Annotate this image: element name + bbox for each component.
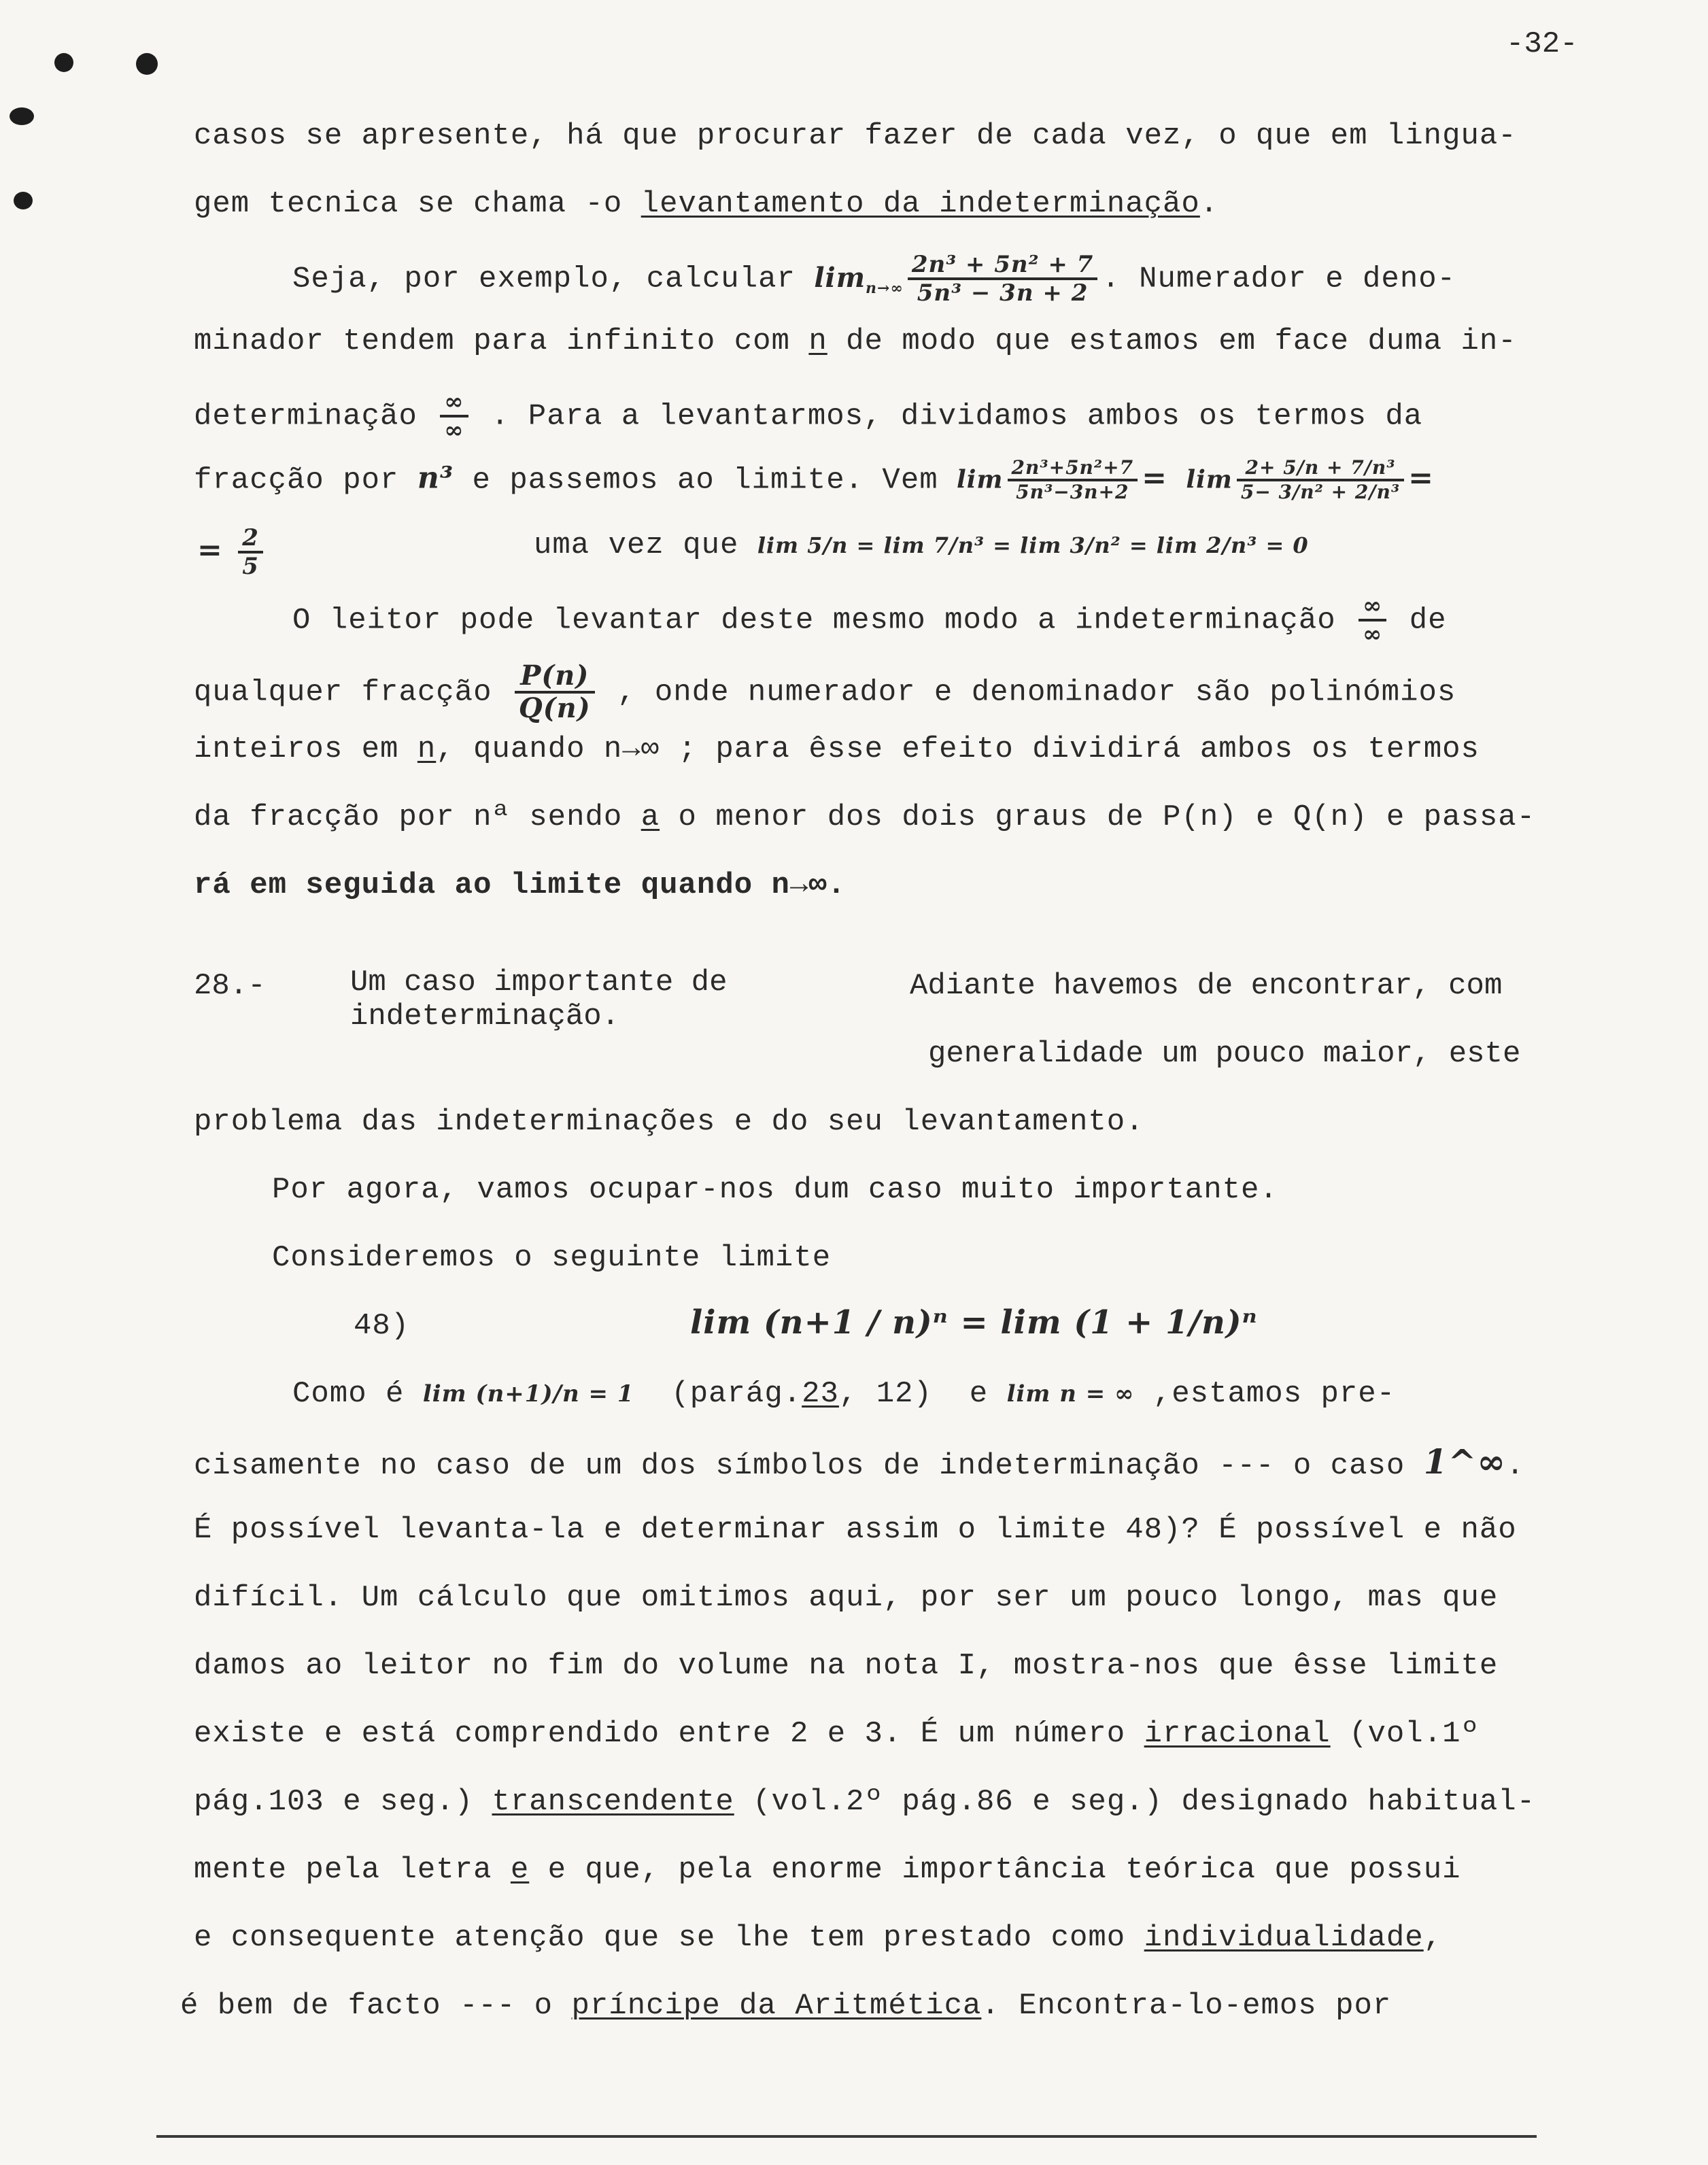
text: de modo que estamos em face duma in- [827, 324, 1517, 358]
punch-hole [136, 53, 158, 75]
punch-hole [54, 53, 73, 72]
text-line [292, 593, 1447, 647]
text-line [194, 1782, 1535, 1822]
text-line: fracção por n³ e passemos ao limite. Vem lim $\frac{\text{2n³+5n²+7}}{\text{5n³−3n+2}}$ = lim $\frac{\text{2+ 5/n + 7/n³}}{\text{5− 3/n² + 2/n³}}$ = [194, 456, 1435, 503]
text-line [194, 797, 1535, 838]
text-line [194, 729, 1480, 770]
bottom-rule [156, 2135, 1537, 2138]
text: . [1506, 1449, 1525, 1483]
section-title: Um caso importante de indeterminação. [350, 966, 728, 1034]
underlined-term: transcendente [492, 1785, 734, 1819]
text: , quando n→∞ ; para êsse efeito dividirá ambos os termos [436, 732, 1480, 766]
handwritten-fraction: $\frac{\text{2n³+5n²+7}}{\text{5n³−3n+2}}$ [1008, 457, 1138, 503]
text-line [292, 252, 1456, 309]
text: Como é [292, 1377, 405, 1411]
equation-label: 48) [354, 1309, 410, 1343]
punch-hole [10, 107, 34, 125]
text: é bem de facto --- o [180, 1989, 572, 2023]
text-line [194, 184, 1218, 224]
variable-a: a [640, 800, 660, 834]
text: , 12) e [838, 1377, 989, 1411]
text: . Numerador e deno- [1101, 262, 1456, 296]
handwritten-limit: lim n = ∞ [1006, 1380, 1135, 1408]
text: , [1423, 1921, 1443, 1955]
paragraph-ref: 23 [802, 1377, 839, 1411]
underlined-term: individualidade [1144, 1921, 1424, 1955]
text-line: problema das indeterminações e do seu levantamento. [194, 1105, 1144, 1139]
text: inteiros em [194, 732, 417, 766]
text: minador tendem para infinito com [194, 324, 809, 358]
text: uma vez que [534, 528, 739, 562]
text: de [1390, 603, 1447, 638]
text-line [194, 1714, 1480, 1754]
text-line [194, 1917, 1442, 1958]
text: pág.103 e seg.) [194, 1785, 492, 1819]
text-line: rá em seguida ao limite quando n→∞. [194, 868, 847, 902]
text: Seja, por exemplo, calcular [292, 262, 796, 296]
handwritten-fraction: $\frac{\infty}{\infty}$ [1359, 593, 1386, 647]
text-line [292, 1374, 1395, 1414]
underlined-term: levantamento da indeterminação [640, 187, 1200, 221]
text: (parág. [671, 1377, 802, 1411]
variable-n: n [417, 732, 437, 766]
text-line: = $\frac{2}{5}$ [197, 525, 267, 579]
section-number: 28.- [194, 969, 266, 1003]
handwritten-result: $\frac{2}{5}$ [238, 525, 263, 579]
text: cisamente no caso de um dos símbolos de indeterminação --- o caso [194, 1449, 1424, 1483]
handwritten-fraction: $\frac{\text{2+ 5/n + 7/n³}}{\text{5− 3/n² + 2/n³}}$ [1237, 457, 1404, 503]
handwritten-lim: $\lim_{n\to\infty}$ [814, 261, 904, 297]
text-line: Consideremos o seguinte limite [272, 1241, 832, 1275]
handwritten-lim: lim [1186, 465, 1233, 494]
text-line [534, 525, 1309, 566]
underlined-term: príncipe da Aritmética [571, 1989, 982, 2023]
text-line: difícil. Um cálculo que omitimos aqui, por ser um pouco longo, mas que [194, 1581, 1499, 1615]
text: . Para a levantarmos, dividamos ambos os termos da [472, 399, 1423, 434]
handwritten-fraction: $\frac{\text{2n³ + 5n² + 7}}{\text{5n³ − 3n + 2}}$ [908, 252, 1098, 306]
text: gem tecnica se chama -o [194, 187, 641, 221]
text: fracção por [194, 463, 417, 498]
text-line [180, 1985, 1391, 2026]
text: , onde numerador e denominador são polinómios [598, 675, 1456, 710]
text-line [194, 116, 1517, 156]
text-line: Por agora, vamos ocupar-nos dum caso muito importante. [272, 1173, 1278, 1207]
text: da fracção por nª sendo [194, 800, 641, 834]
text: (vol.2º pág.86 e seg.) designado habitual- [734, 1785, 1536, 1819]
text-line [194, 1849, 1461, 1890]
text: e consequente atenção que se lhe tem prestado como [194, 1921, 1144, 1955]
text: mente pela letra [194, 1853, 511, 1887]
handwritten-limit: lim (n+1)/n = 1 [422, 1380, 634, 1408]
text: e que, pela enorme importância teórica que possui [529, 1853, 1461, 1887]
text: . Encontra-lo-emos por [981, 1989, 1392, 2023]
variable-n: n [808, 324, 827, 358]
handwritten-limits: lim 5/n = lim 7/n³ = lim 3/n² = lim 2/n³ = 0 [757, 532, 1309, 558]
handwritten-fraction: $\frac{P(n)}{Q(n)}$ [515, 661, 595, 723]
handwritten-n3: n³ [417, 460, 454, 496]
text-line: Adiante havemos de encontrar, com [910, 969, 1503, 1003]
underlined-term: irracional [1144, 1717, 1331, 1751]
text: existe e está comprendido entre 2 e 3. É um número [194, 1717, 1144, 1751]
handwritten-lim: lim [957, 465, 1004, 494]
text: ,estamos pre- [1134, 1377, 1396, 1411]
text-line: É possível levanta-la e determinar assim o limite 48)? É possível e não [194, 1513, 1517, 1547]
text-line [194, 321, 1517, 362]
text: . [1199, 187, 1219, 221]
text: o menor dos dois graus de P(n) e Q(n) e passa- [660, 800, 1536, 834]
text-line [194, 389, 1422, 443]
text: (vol.1º [1330, 1717, 1480, 1751]
text: determinação [194, 399, 437, 434]
text-line [194, 1442, 1524, 1486]
text-line [194, 661, 1456, 723]
text: qualquer fracção [194, 675, 511, 710]
text: casos se apresente, há que procurar fazer de cada vez, o que em lingua- [194, 119, 1517, 153]
handwritten-equation: lim (n+1 / n)ⁿ = lim (1 + 1/n)ⁿ [690, 1303, 1258, 1342]
text: O leitor pode levantar deste mesmo modo a indeterminação [292, 603, 1355, 638]
text-line: generalidade um pouco maior, este [928, 1037, 1521, 1071]
handwritten-fraction: $\frac{\infty}{\infty}$ [440, 389, 468, 443]
text-line: damos ao leitor no fim do volume na nota I, mostra-nos que êsse limite [194, 1649, 1499, 1683]
page-number: -32- [1506, 27, 1578, 61]
handwritten-case: 1^∞ [1423, 1442, 1507, 1482]
underlined-term: e [510, 1853, 530, 1887]
text: e passemos ao limite. Vem [454, 463, 938, 498]
punch-hole [14, 192, 33, 209]
